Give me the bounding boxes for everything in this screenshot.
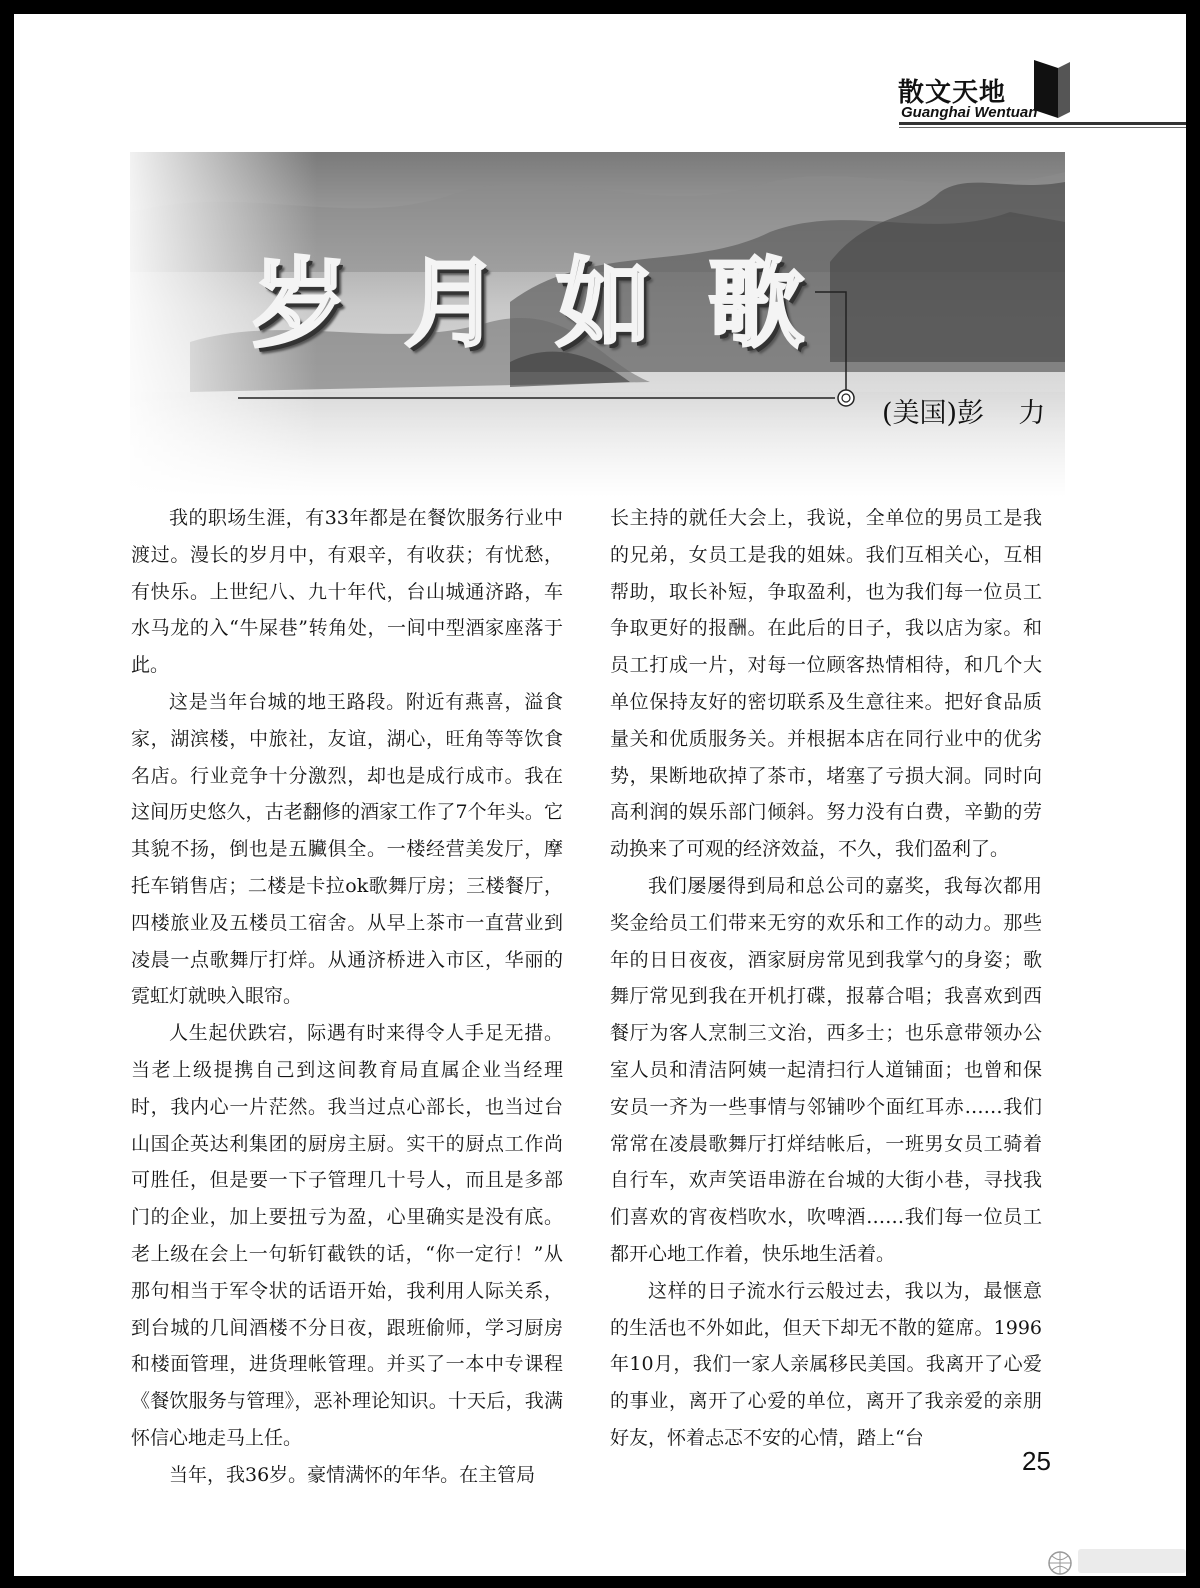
book-icon [1032, 58, 1072, 122]
paragraph: 我们屡屡得到局和总公司的嘉奖，我每次都用奖金给员工们带来无穷的欢乐和工作的动力。那些年的日日夜夜，酒家厨房常见到我掌勺的身姿；歌舞厅常见到我在开机打碟，报幕合唱；我喜欢到西餐厅为客人烹制三文治，西多士；也乐意带领办公室人员和清洁阿姨一起清扫行人道铺面；也曾和保安员一齐为一些事情与邻铺吵个面红耳赤……我们常常在凌晨歌舞厅打烊结帐后，一班男女员工骑着自行车，欢声笑语串游在台城的大街小巷，寻找我们喜欢的宵夜档吹水，吹啤酒……我们每一位员工都开心地工作着，快乐地生活着。 [610, 874, 1042, 1265]
title-char: 歌 [708, 248, 804, 360]
header-rule-thin [899, 127, 1186, 128]
title-char: 如 [556, 248, 652, 360]
paragraph: 当年，我36岁。豪情满怀的年华。在主管局 [169, 1463, 536, 1486]
article-column-right [610, 500, 1042, 1457]
header-rule [899, 122, 1186, 125]
paragraph: 这是当年台城的地王路段。附近有燕喜，溢食家，湖滨楼，中旅社，友谊，湖心，旺角等等饮食名店。行业竞争十分激烈，却也是成行成市。我在这间历史悠久，古老翻修的酒家工作了7个年头。它其貌不扬，倒也是五臟俱全。一楼经营美发厅，摩托车销售店；二楼是卡拉ok歌舞厅房；三楼餐厅，四楼旅业及五楼员工宿舍。从早上茶市一直营业到凌晨一点歌舞厅打烊。从通济桥进入市区，华丽的霓虹灯就映入眼帘。 [131, 690, 563, 1008]
title-char: 岁 [252, 248, 348, 360]
paragraph-continuation: 长主持的就任大会上，我说，全单位的男员工是我的兄弟，女员工是我的姐妹。我们互相关心，互相帮助，取长补短，争取盈利，也为我们每一位员工争取更好的报酬。在此后的日子，我以店为家。和员工打成一片，对每一位顾客热情相待，和几个大单位保持友好的密切联系及生意往来。把好食品质量关和优质服务关。并根据本店在同行业中的优劣势，果断地砍掉了茶市，堵塞了亏损大洞。同时向高利润的娱乐部门倾斜。努力没有白费，辛勤的劳动换来了可观的经济效益，不久，我们盈利了。 [610, 507, 1042, 861]
section-subtitle: Guanghai Wentuan [901, 104, 1038, 121]
paragraph: 这样的日子流水行云般过去，我以为，最惬意的生活也不外如此，但天下却无不散的筵席。1996年10月，我们一家人亲属移民美国。我离开了心爱的事业，离开了心爱的单位，离开了我亲爱的亲朋好友，怀着忐忑不安的心情，踏上“台 [610, 1279, 1042, 1449]
title-char: 月 [404, 248, 500, 360]
article-title [252, 249, 860, 379]
section-title: 散文天地 [898, 78, 1007, 108]
page-number: 25 [1022, 1446, 1051, 1476]
article-author: (美国)彭 力 [882, 398, 1046, 429]
article-column-left [131, 500, 563, 1494]
watermark-logo [1030, 1539, 1186, 1576]
paragraph: 人生起伏跌宕，际遇有时来得令人手足无措。当老上级提携自己到这间教育局直属企业当经理时，我内心一片茫然。我当过点心部长，也当过台山国企英达利集团的厨房主厨。实干的厨点工作尚可胜任，但是要一下子管理几十号人，而且是多部门的企业，加上要扭亏为盈，心里确实是没有底。老上级在会上一句斩钉截铁的话，“你一定行！”从那句相当于军令状的话语开始，我利用人际关系，到台城的几间酒楼不分日夜，跟班偷师，学习厨房和楼面管理，进货理帐管理。并买了一本中专课程《餐饮服务与管理》，恶补理论知识。十天后，我满怀信心地走马上任。 [131, 1022, 563, 1449]
magazine-page [14, 14, 1186, 1576]
paragraph: 我的职场生涯，有33年都是在餐饮服务行业中渡过。漫长的岁月中，有艰辛，有收获；有忧愁，有快乐。上世纪八、九十年代，台山城通济路，车水马龙的入“牛屎巷”转角处，一间中型酒家座落于此。 [131, 507, 563, 677]
